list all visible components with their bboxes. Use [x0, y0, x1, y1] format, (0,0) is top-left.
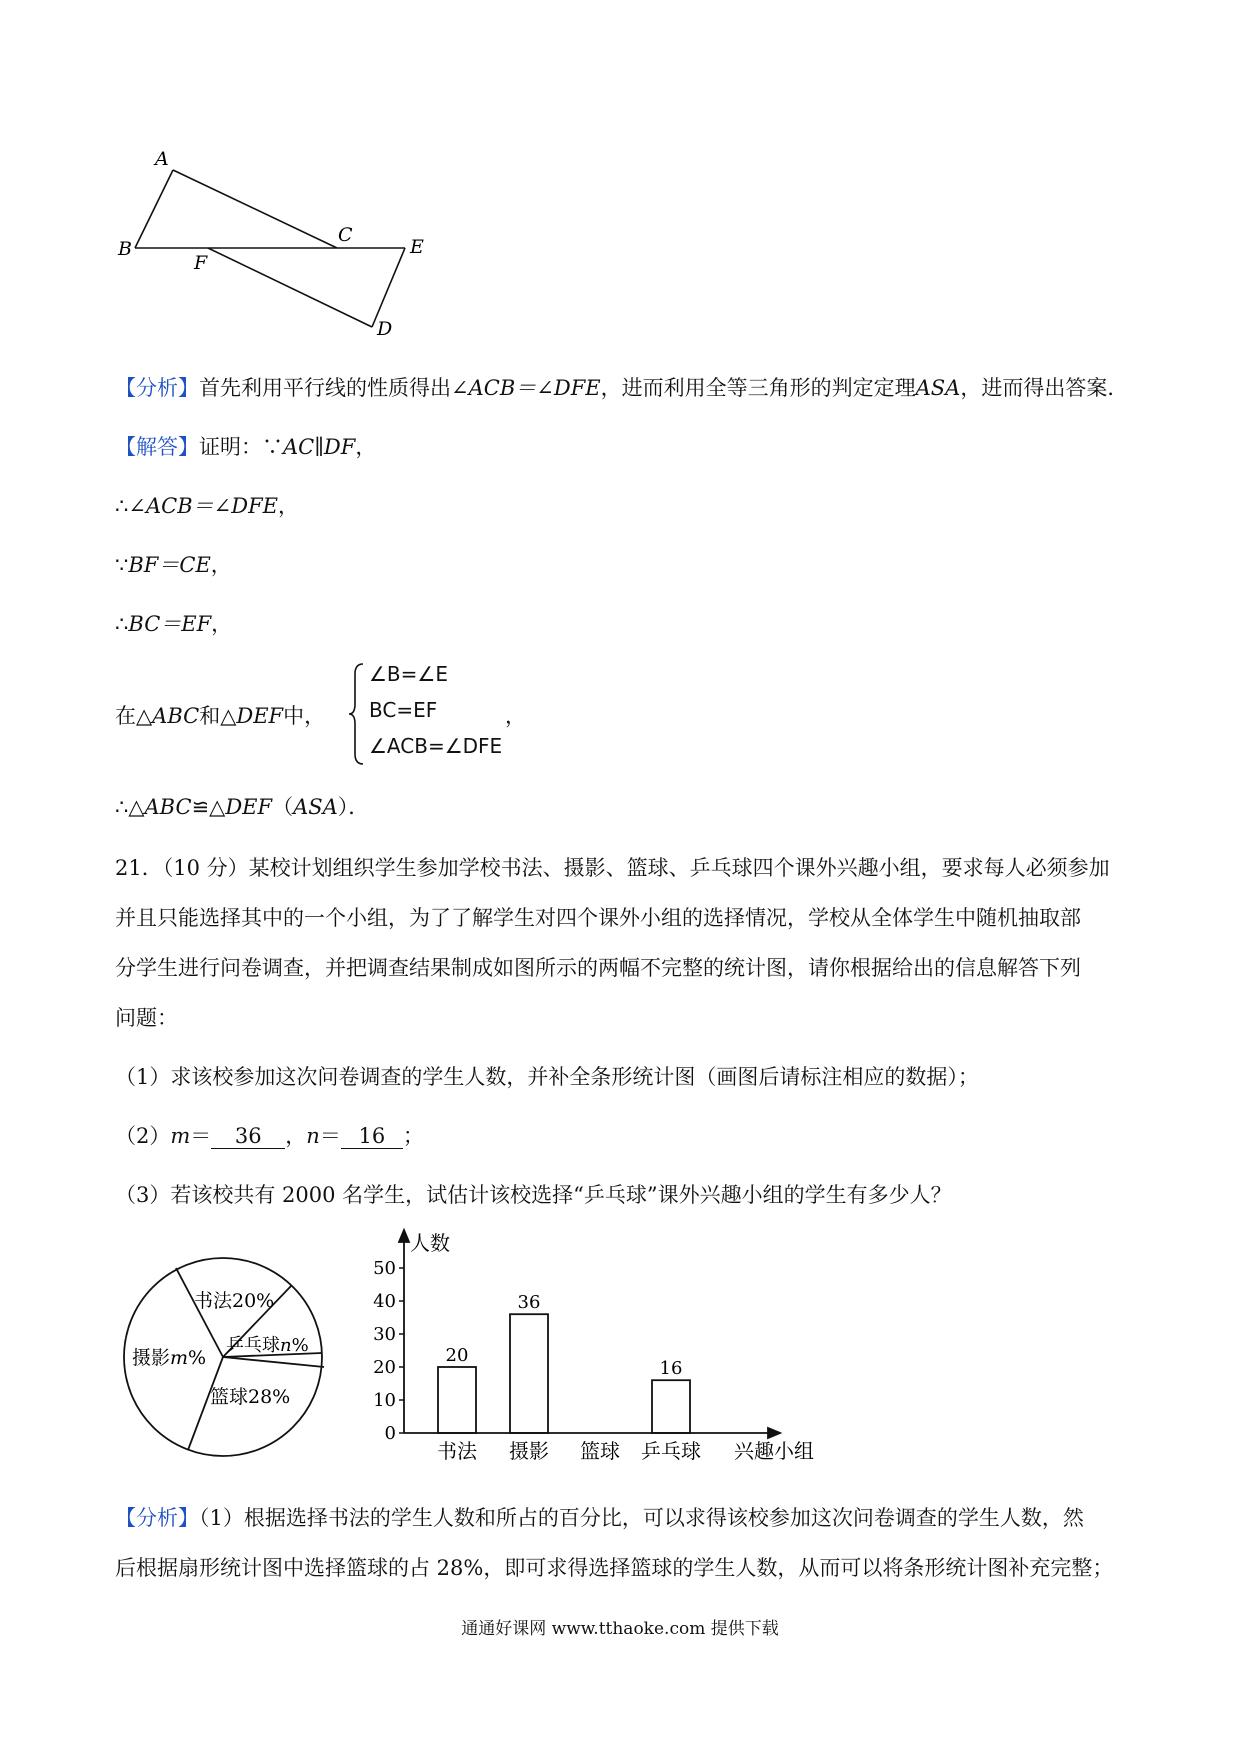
point-label-a: A [155, 148, 169, 170]
question-3: （3）若该校共有 2000 名学生，试估计该校选择“乒乓球”课外兴趣小组的学生有多少人？ [115, 1183, 952, 1207]
bar-0 [438, 1367, 476, 1433]
bar-data-label-1: 36 [517, 1292, 541, 1314]
analysis-tag: 【分析】 [115, 376, 199, 400]
bar-chart [372, 1228, 832, 1468]
y-tick-label-4: 40 [373, 1291, 396, 1312]
system-brace [347, 660, 503, 768]
analysis2-tag: 【分析】 [115, 1506, 199, 1530]
y-tick-label-2: 20 [373, 1357, 396, 1378]
brace-line-3: ∠ACB=∠DFE [369, 734, 503, 758]
pie-divider-4 [223, 1357, 324, 1367]
pie-label-basketball: 篮球28% [210, 1386, 291, 1408]
brace-line-2: BC=EF [369, 698, 438, 722]
segment-ab [135, 170, 173, 248]
point-label-f: F [194, 252, 208, 274]
solution-line-5: 在△ABC和△DEF中， [115, 704, 326, 728]
brace-line-1: ∠B=∠E [369, 662, 448, 686]
question-2: （2）m＝ 36 ，n＝ 16 ； [115, 1124, 424, 1148]
problem-line-4: 问题： [115, 1006, 178, 1030]
point-label-b: B [118, 238, 132, 260]
x-axis-arrow [768, 1428, 780, 1438]
problem-line-3: 分学生进行问卷调查，并把调查结果制成如图所示的两幅不完整的统计图，请你根据给出的信息解答下列 [115, 956, 1081, 980]
solution-line-3: ∵BF＝CE， [115, 553, 232, 577]
solution-line-6: ∴△ABC≌△DEF（ASA）． [115, 795, 370, 819]
y-axis-label: 人数 [410, 1231, 450, 1255]
solution-line-1: 【解答】证明：∵AC∥DF， [115, 435, 377, 459]
solution-tag: 【解答】 [115, 435, 199, 459]
y-tick-label-3: 30 [373, 1324, 396, 1345]
pie-label-photography: 摄影m% [132, 1347, 207, 1369]
page-footer: 通通好课网 www.tthaoke.com 提供下载 [461, 1619, 779, 1639]
pie-label-pingpong: 乒乓球n% [226, 1335, 309, 1356]
solution-line-4: ∴BC＝EF， [115, 612, 233, 636]
geometry-figure [110, 145, 450, 350]
segment-ac [173, 170, 337, 248]
question-1: （1）求该校参加这次问卷调查的学生人数，并补全条形统计图（画图后请标注相应的数据）； [115, 1065, 979, 1089]
problem-line-2: 并且只能选择其中的一个小组，为了了解学生对四个课外小组的选择情况，学校从全体学生中随机抽取部 [115, 906, 1081, 930]
y-tick-label-5: 50 [373, 1258, 396, 1279]
y-axis-arrow [399, 1230, 409, 1242]
bar-data-label-3: 16 [659, 1358, 683, 1380]
pie-divider-1 [176, 1268, 223, 1357]
x-tick-label-2: 篮球 [580, 1439, 620, 1463]
segment-ed [372, 248, 405, 327]
y-tick-label-0: 0 [384, 1423, 396, 1444]
bar-3 [652, 1380, 690, 1433]
y-tick-label-1: 10 [373, 1390, 396, 1411]
x-tick-label-0: 书法 [437, 1439, 477, 1463]
analysis-line-1: 【分析】首先利用平行线的性质得出∠ACB＝∠DFE，进而利用全等三角形的判定定理ASA，进而得出答案． [115, 376, 1129, 400]
point-label-e: E [410, 236, 424, 258]
analysis2-line-1: 【分析】（1）根据选择书法的学生人数和所占的百分比，可以求得该校参加这次问卷调查的学生人数，然 [115, 1506, 1084, 1530]
point-label-c: C [338, 224, 353, 246]
x-tick-label-3: 乒乓球 [641, 1439, 701, 1463]
problem-line-1: 21．（10 分）某校计划组织学生参加学校书法、摄影、篮球、乒乓球四个课外兴趣小组，要求每人必须参加 [115, 856, 1110, 880]
answer-m: 36 [211, 1124, 285, 1149]
analysis2-line-2: 后根据扇形统计图中选择篮球的占 28%，即可求得选择篮球的学生人数，从而可以将条形统计图补充完整； [115, 1556, 1114, 1580]
x-axis-label: 兴趣小组 [734, 1439, 814, 1463]
point-label-d: D [377, 318, 393, 340]
segment-fd [208, 248, 372, 327]
pie-label-calligraphy: 书法20% [194, 1290, 275, 1312]
answer-n: 16 [341, 1124, 403, 1149]
solution-line-2: ∴∠ACB＝∠DFE， [115, 494, 299, 518]
pie-chart [118, 1255, 340, 1460]
x-tick-label-1: 摄影 [509, 1439, 549, 1463]
bar-data-label-0: 20 [445, 1345, 469, 1366]
bar-1 [510, 1314, 548, 1433]
brace-trailing-comma: ， [505, 704, 526, 728]
brace-symbol [347, 660, 367, 768]
